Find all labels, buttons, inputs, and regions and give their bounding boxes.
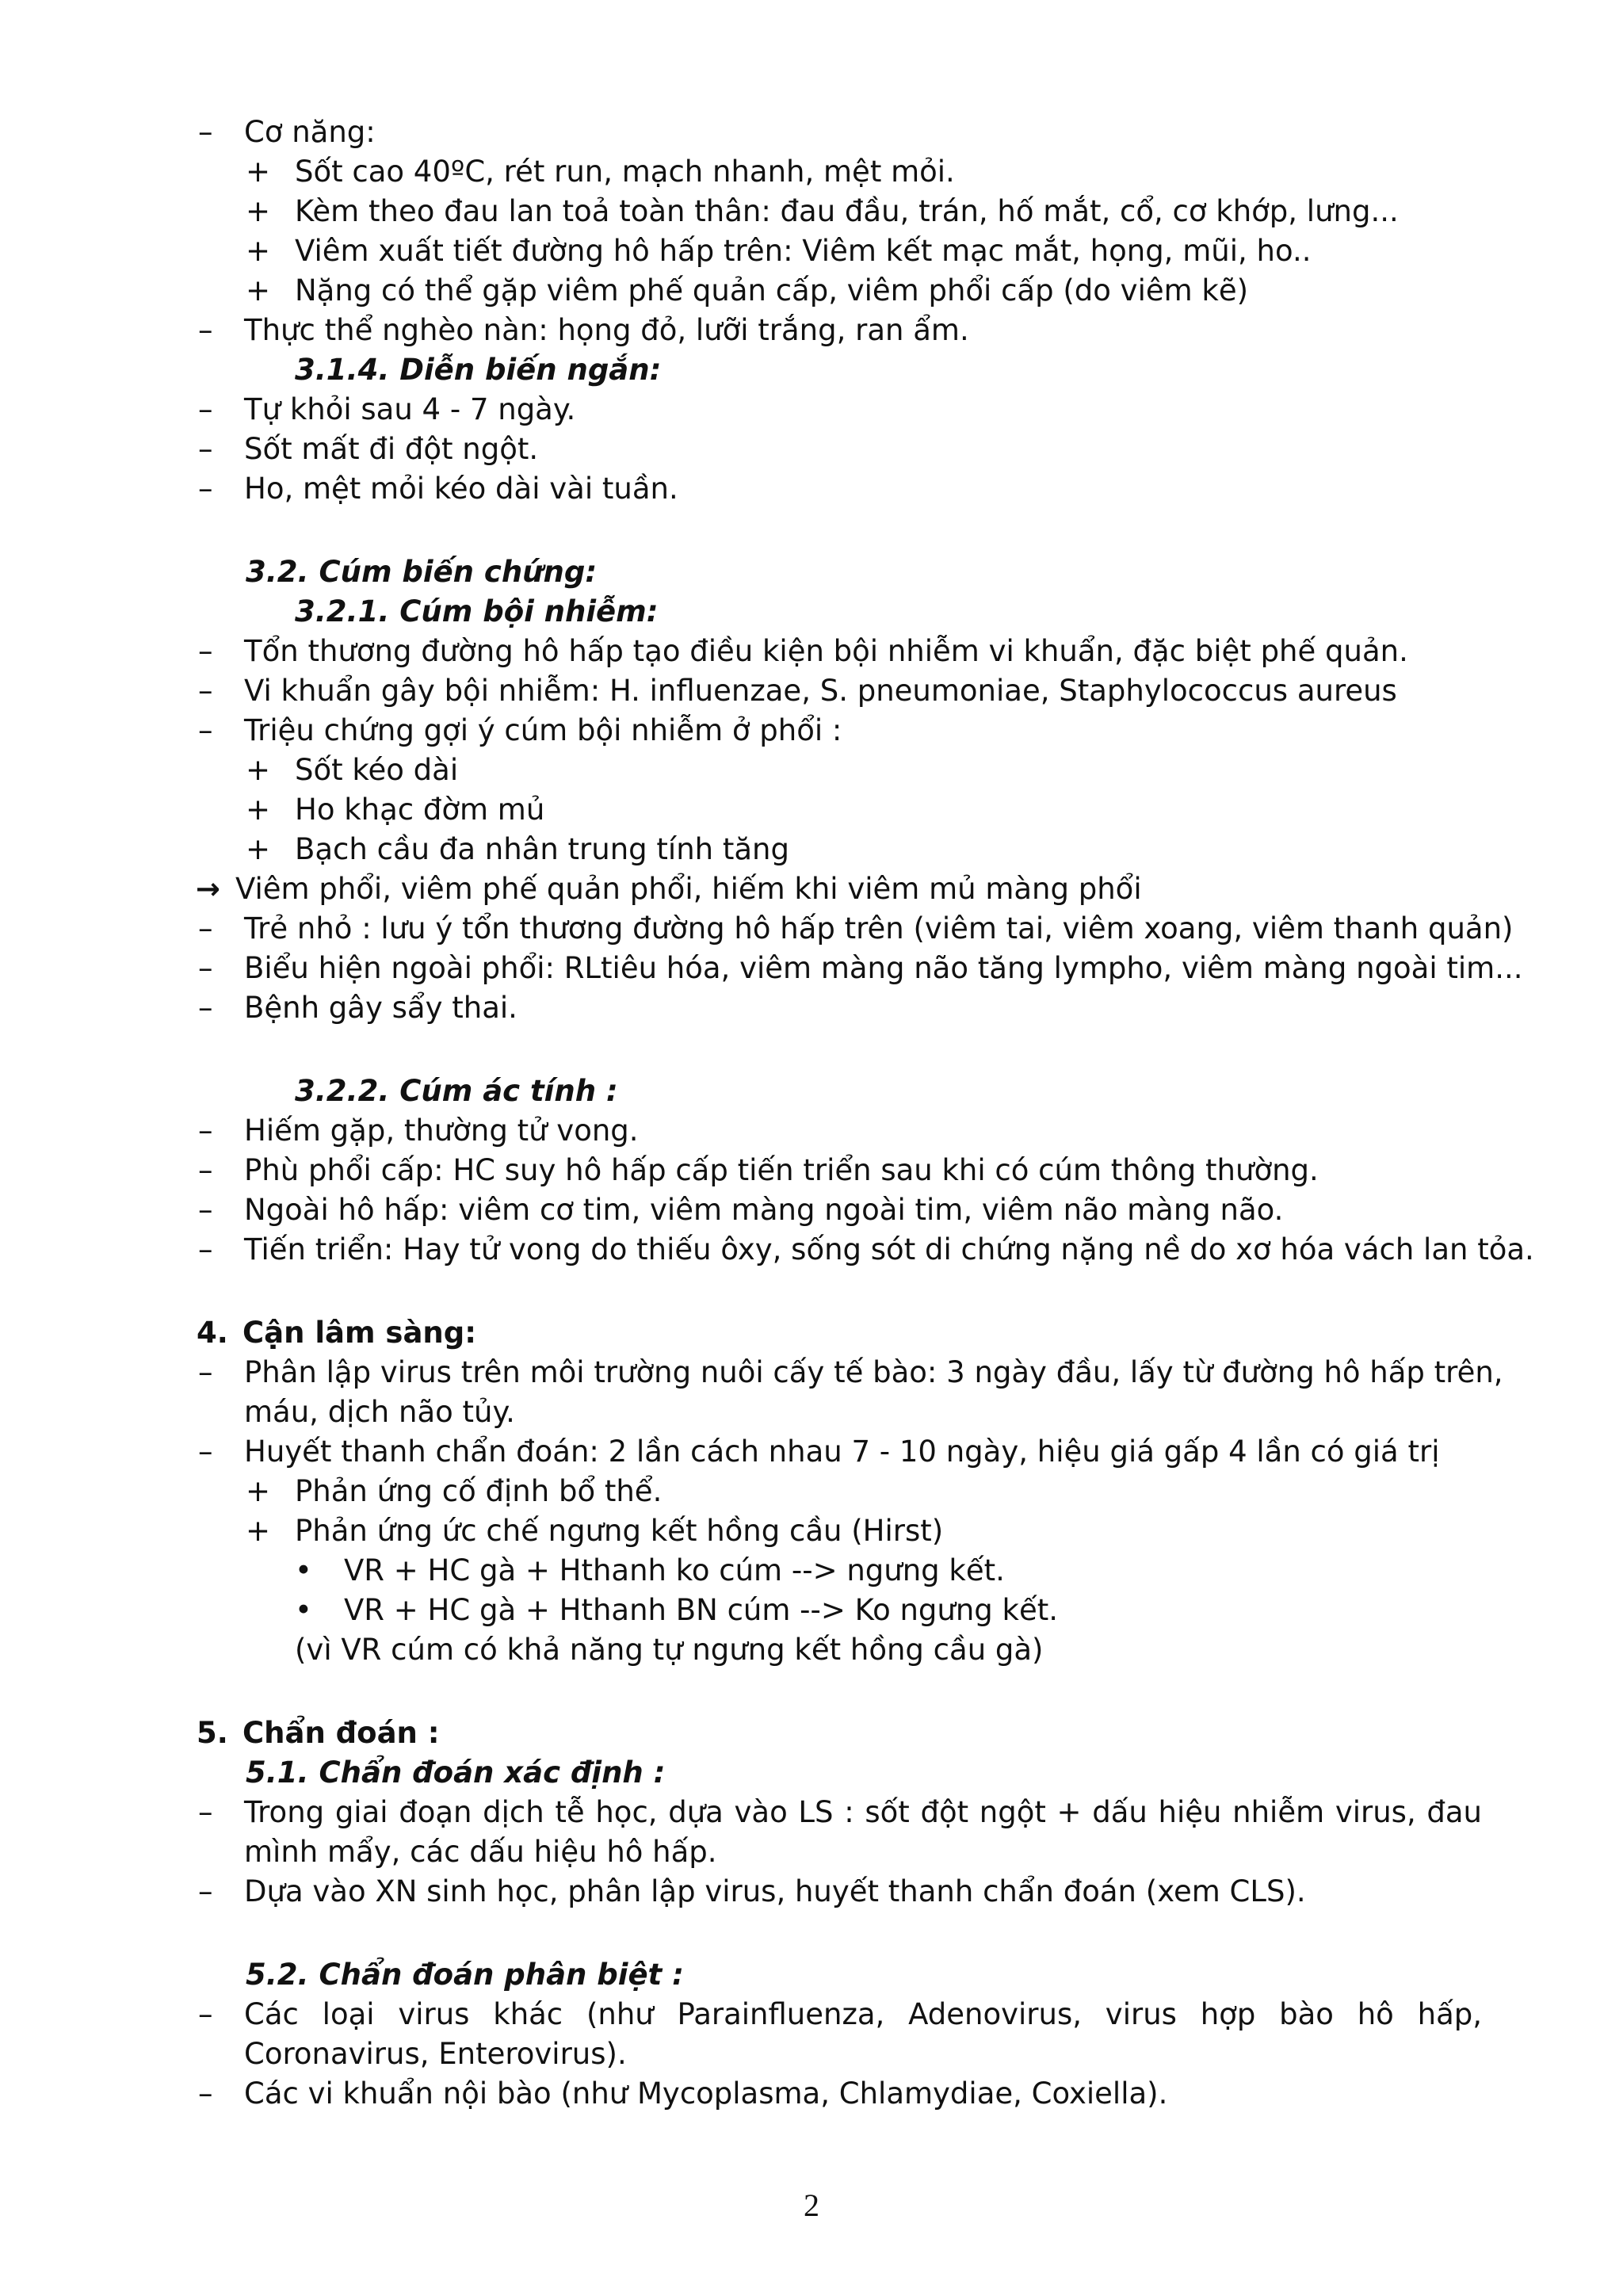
list-item <box>198 1793 1482 1832</box>
list-item-text: Tổn thương đường hô hấp tạo điều kiện bội nhiễm vi khuẩn, đặc biệt phế quản. <box>244 634 1408 668</box>
dash-bullet: – <box>198 1874 213 1908</box>
plus-bullet: + <box>246 832 271 866</box>
dash-bullet: – <box>198 1795 213 1829</box>
list-item-text: Phản ứng ức chế ngưng kết hồng cầu (Hirst) <box>295 1514 944 1548</box>
dash-bullet: – <box>198 991 213 1025</box>
dash-bullet: – <box>198 1997 213 2031</box>
list-item-text: Vi khuẩn gây bội nhiễm: H. influenzae, S. pneumoniae, Staphylococcus aureus <box>244 674 1397 708</box>
list-item-text: máu, dịch não tủy. <box>244 1395 515 1429</box>
dash-bullet: – <box>198 634 213 668</box>
list-item-text: Viêm phổi, viêm phế quản phổi, hiếm khi viêm mủ màng phổi <box>235 872 1142 906</box>
dash-bullet: – <box>198 1355 213 1389</box>
section-heading-text: Cận lâm sàng: <box>242 1316 477 1350</box>
list-item-text: Sốt cao 40ºC, rét run, mạch nhanh, mệt mỏi. <box>295 155 955 189</box>
section-heading-text: 3.2. Cúm biến chứng: <box>246 555 598 589</box>
list-item-text: Tự khỏi sau 4 - 7 ngày. <box>244 392 576 426</box>
dot-bullet: • <box>295 1553 312 1587</box>
list-item-text: Huyết thanh chẩn đoán: 2 lần cách nhau 7 - 10 ngày, hiệu giá gấp 4 lần có giá trị <box>244 1435 1440 1469</box>
subsection-heading-text: 5.2. Chẩn đoán phân biệt : <box>246 1958 684 1992</box>
plus-bullet: + <box>246 793 271 827</box>
subsection-heading-text: 5.1. Chẩn đoán xác định : <box>246 1755 666 1790</box>
list-item-text: Tiến triển: Hay tử vong do thiếu ôxy, sống sót di chứng nặng nề do xơ hóa vách lan tỏa. <box>244 1232 1534 1266</box>
plus-bullet: + <box>246 1514 271 1548</box>
subsection-heading-text: 3.1.4. Diễn biến ngắn: <box>295 353 662 387</box>
dash-bullet: – <box>198 313 213 347</box>
dash-bullet: – <box>198 951 213 985</box>
dash-bullet: – <box>198 432 213 466</box>
list-item-text: Các loại virus khác (như Parainfluenza, Adenovirus, virus hợp bào hô hấp, <box>244 1997 1482 2031</box>
list-item-text: (vì VR cúm có khả năng tự ngưng kết hồng cầu gà) <box>295 1633 1044 1667</box>
section-heading-text: Chẩn đoán : <box>242 1716 440 1750</box>
plus-bullet: + <box>246 753 271 787</box>
list-item <box>198 1995 1482 2034</box>
list-item-text: Bạch cầu đa nhân trung tính tăng <box>295 832 789 866</box>
list-item-text: Ho, mệt mỏi kéo dài vài tuần. <box>244 472 678 506</box>
page-number: 2 <box>804 2187 819 2223</box>
list-item-text: Hiếm gặp, thường tử vong. <box>244 1114 639 1148</box>
list-item-text: Nặng có thể gặp viêm phế quản cấp, viêm phổi cấp (do viêm kẽ) <box>295 273 1249 308</box>
list-item-text: Triệu chứng gợi ý cúm bội nhiễm ở phổi : <box>244 713 842 747</box>
dash-bullet: – <box>198 472 213 506</box>
list-item-text: Biểu hiện ngoài phổi: RLtiêu hóa, viêm màng não tăng lympho, viêm màng ngoài tim... <box>244 951 1523 985</box>
list-item-text: Trẻ nhỏ : lưu ý tổn thương đường hô hấp trên (viêm tai, viêm xoang, viêm thanh quản) <box>244 911 1514 946</box>
dash-bullet: – <box>198 1193 213 1227</box>
list-item-text: Sốt kéo dài <box>295 753 459 787</box>
dash-bullet: – <box>198 674 213 708</box>
plus-bullet: + <box>246 234 271 268</box>
dash-bullet: – <box>198 713 213 747</box>
subsection-heading-text: 3.2.2. Cúm ác tính : <box>295 1074 618 1108</box>
list-item-text: Ho khạc đờm mủ <box>295 793 545 827</box>
list-item-text: Dựa vào XN sinh học, phân lập virus, huyết thanh chẩn đoán (xem CLS). <box>244 1874 1306 1908</box>
list-item-text: Trong giai đoạn dịch tễ học, dựa vào LS : sốt đột ngột + dấu hiệu nhiễm virus, đau <box>244 1795 1482 1829</box>
dash-bullet: – <box>198 115 213 149</box>
list-item-text: VR + HC gà + Hthanh ko cúm --> ngưng kết. <box>344 1553 1005 1587</box>
dash-bullet: – <box>198 1232 213 1266</box>
list-item-text: VR + HC gà + Hthanh BN cúm --> Ko ngưng kết. <box>344 1593 1059 1627</box>
dash-bullet: – <box>198 1153 213 1187</box>
list-item-text: Ngoài hô hấp: viêm cơ tim, viêm màng ngoài tim, viêm não màng não. <box>244 1193 1284 1227</box>
dot-bullet: • <box>295 1593 312 1627</box>
dash-bullet: – <box>198 1435 213 1469</box>
dash-bullet: – <box>198 911 213 946</box>
list-item-text: Phản ứng cố định bổ thể. <box>295 1474 663 1508</box>
list-item-text: mình mẩy, các dấu hiệu hô hấp. <box>244 1835 717 1869</box>
list-item-text: Coronavirus, Enterovirus). <box>244 2037 627 2071</box>
plus-bullet: + <box>246 1474 271 1508</box>
dash-bullet: – <box>198 392 213 426</box>
subsection-heading-text: 3.2.1. Cúm bội nhiễm: <box>295 594 659 628</box>
dash-bullet: – <box>198 1114 213 1148</box>
list-item-text: Thực thể nghèo nàn: họng đỏ, lưỡi trắng, ran ẩm. <box>244 313 969 347</box>
list-item-text: Kèm theo đau lan toả toàn thân: đau đầu, trán, hố mắt, cổ, cơ khớp, lưng... <box>295 194 1399 228</box>
dash-bullet: – <box>198 2076 213 2111</box>
section-number: 4. <box>197 1316 228 1350</box>
section-number: 5. <box>197 1716 228 1750</box>
list-item-text: Cơ năng: <box>244 115 376 149</box>
list-item-text: Các vi khuẩn nội bào (như Mycoplasma, Chlamydiae, Coxiella). <box>244 2076 1168 2111</box>
arrow-right-icon: → <box>196 872 221 906</box>
plus-bullet: + <box>246 155 271 189</box>
plus-bullet: + <box>246 273 271 308</box>
plus-bullet: + <box>246 194 271 228</box>
list-item-text: Viêm xuất tiết đường hô hấp trên: Viêm kết mạc mắt, họng, mũi, ho.. <box>295 234 1312 268</box>
list-item-text: Phân lập virus trên môi trường nuôi cấy tế bào: 3 ngày đầu, lấy từ đường hô hấp trên, <box>244 1355 1503 1389</box>
list-item-text: Bệnh gây sẩy thai. <box>244 991 517 1025</box>
list-item-text: Sốt mất đi đột ngột. <box>244 432 539 466</box>
list-item-text: Phù phổi cấp: HC suy hô hấp cấp tiến triển sau khi có cúm thông thường. <box>244 1153 1319 1187</box>
